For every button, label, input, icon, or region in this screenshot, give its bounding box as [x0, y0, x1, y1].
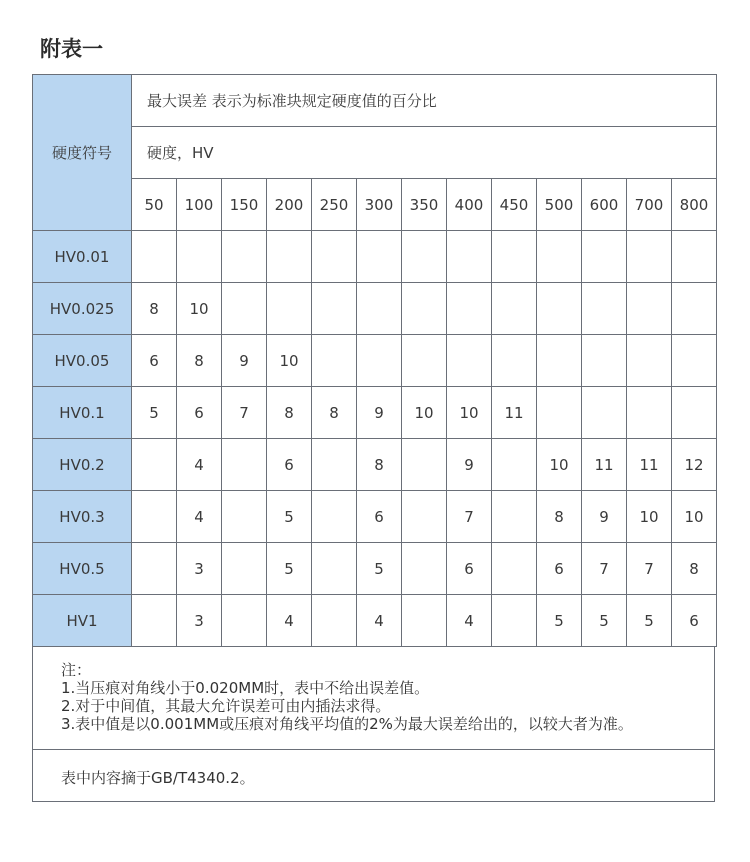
error-value-cell	[492, 439, 537, 491]
hv-value-header: 350	[402, 179, 447, 231]
error-value-cell: 9	[582, 491, 627, 543]
max-error-caption: 最大误差 表示为标准块规定硬度值的百分比	[132, 75, 717, 127]
error-value-cell: 6	[672, 595, 717, 647]
error-value-cell	[672, 231, 717, 283]
error-value-cell	[627, 387, 672, 439]
error-value-cell	[582, 231, 627, 283]
error-value-cell: 10	[177, 283, 222, 335]
error-value-cell: 10	[267, 335, 312, 387]
error-value-cell	[492, 491, 537, 543]
note-item: 2.对于中间值，其最大允许误差可由内插法求得。	[61, 697, 391, 715]
hardness-symbol: HV0.5	[33, 543, 132, 595]
error-value-cell	[132, 491, 177, 543]
error-value-cell: 4	[177, 439, 222, 491]
error-value-cell: 11	[492, 387, 537, 439]
error-value-cell: 6	[267, 439, 312, 491]
error-value-cell: 10	[627, 491, 672, 543]
error-value-cell: 8	[672, 543, 717, 595]
hardness-symbol: HV0.3	[33, 491, 132, 543]
error-value-cell: 5	[267, 491, 312, 543]
error-value-cell: 8	[357, 439, 402, 491]
error-value-cell	[222, 595, 267, 647]
error-value-cell	[312, 335, 357, 387]
error-value-cell	[312, 491, 357, 543]
hv-value-header: 150	[222, 179, 267, 231]
error-value-cell	[672, 283, 717, 335]
page-title: 附表一	[40, 37, 103, 61]
error-value-cell	[492, 595, 537, 647]
hv-value-header: 400	[447, 179, 492, 231]
table-row	[33, 335, 717, 387]
source-note: 表中内容摘于GB/T4340.2。	[32, 749, 715, 802]
table-row	[33, 543, 717, 595]
error-value-cell: 8	[132, 283, 177, 335]
error-value-cell	[537, 231, 582, 283]
error-value-cell: 6	[132, 335, 177, 387]
error-value-cell	[312, 595, 357, 647]
error-value-cell	[582, 335, 627, 387]
error-value-cell	[402, 439, 447, 491]
error-value-cell: 10	[402, 387, 447, 439]
error-value-cell	[222, 491, 267, 543]
error-value-cell: 3	[177, 595, 222, 647]
error-value-cell	[177, 231, 222, 283]
error-value-cell: 5	[537, 595, 582, 647]
error-value-cell: 7	[447, 491, 492, 543]
error-value-cell	[627, 231, 672, 283]
error-value-cell: 5	[132, 387, 177, 439]
hardness-symbol: HV0.025	[33, 283, 132, 335]
error-value-cell	[537, 387, 582, 439]
error-value-cell	[357, 335, 402, 387]
error-value-cell	[447, 335, 492, 387]
error-value-cell	[402, 595, 447, 647]
error-value-cell: 7	[627, 543, 672, 595]
error-value-cell	[357, 283, 402, 335]
error-value-cell: 11	[627, 439, 672, 491]
header-row-caption	[33, 75, 717, 127]
error-value-cell	[627, 335, 672, 387]
error-value-cell: 9	[222, 335, 267, 387]
error-value-cell	[402, 231, 447, 283]
hv-value-header: 800	[672, 179, 717, 231]
error-value-cell	[537, 283, 582, 335]
error-value-cell	[357, 231, 402, 283]
error-value-cell: 9	[447, 439, 492, 491]
error-value-cell	[402, 491, 447, 543]
hv-value-header: 200	[267, 179, 312, 231]
error-value-cell	[492, 283, 537, 335]
error-value-cell: 4	[267, 595, 312, 647]
error-value-cell	[312, 231, 357, 283]
error-value-cell: 6	[537, 543, 582, 595]
error-value-cell	[267, 231, 312, 283]
hv-value-header: 700	[627, 179, 672, 231]
error-value-cell	[132, 543, 177, 595]
error-value-cell: 11	[582, 439, 627, 491]
hardness-symbol: HV0.05	[33, 335, 132, 387]
error-value-cell	[537, 335, 582, 387]
table-row	[33, 231, 717, 283]
hardness-symbol: HV1	[33, 595, 132, 647]
error-value-cell	[222, 439, 267, 491]
error-value-cell: 5	[627, 595, 672, 647]
error-value-cell	[132, 231, 177, 283]
error-value-cell: 4	[177, 491, 222, 543]
hardness-symbol: HV0.2	[33, 439, 132, 491]
error-value-cell	[312, 283, 357, 335]
table-row	[33, 595, 717, 647]
error-value-cell	[222, 283, 267, 335]
hv-value-header: 250	[312, 179, 357, 231]
error-value-cell	[312, 543, 357, 595]
error-value-cell: 7	[222, 387, 267, 439]
error-value-cell: 7	[582, 543, 627, 595]
error-value-cell	[222, 543, 267, 595]
error-value-cell: 8	[267, 387, 312, 439]
note-item: 1.当压痕对角线小于0.020MM时，表中不给出误差值。	[61, 679, 430, 697]
error-value-cell	[582, 387, 627, 439]
error-value-cell	[402, 335, 447, 387]
note-item: 3.表中值是以0.001MM或压痕对角线平均值的2%为最大误差给出的，以较大者为准。	[61, 715, 633, 733]
error-value-cell: 6	[357, 491, 402, 543]
error-value-cell: 6	[177, 387, 222, 439]
hardness-caption: 硬度，HV	[132, 127, 717, 179]
error-value-cell: 8	[312, 387, 357, 439]
error-value-cell	[267, 283, 312, 335]
hardness-error-table	[32, 74, 717, 647]
error-value-cell	[672, 387, 717, 439]
error-value-cell	[402, 543, 447, 595]
error-value-cell	[492, 231, 537, 283]
error-value-cell: 10	[537, 439, 582, 491]
header-row-hardness	[33, 127, 717, 179]
error-value-cell	[492, 543, 537, 595]
table-row	[33, 491, 717, 543]
error-value-cell: 10	[447, 387, 492, 439]
error-value-cell: 6	[447, 543, 492, 595]
error-value-cell: 5	[582, 595, 627, 647]
error-value-cell	[312, 439, 357, 491]
error-value-cell: 4	[447, 595, 492, 647]
hv-value-header: 300	[357, 179, 402, 231]
error-value-cell	[672, 335, 717, 387]
header-row-hv-values	[33, 179, 717, 231]
hv-value-header: 50	[132, 179, 177, 231]
error-value-cell: 3	[177, 543, 222, 595]
hv-value-header: 450	[492, 179, 537, 231]
notes-heading: 注：	[61, 661, 92, 679]
error-value-cell: 8	[177, 335, 222, 387]
error-value-cell: 10	[672, 491, 717, 543]
error-value-cell	[447, 283, 492, 335]
error-value-cell	[402, 283, 447, 335]
hardness-symbol: HV0.01	[33, 231, 132, 283]
hv-value-header: 100	[177, 179, 222, 231]
notes-box	[32, 646, 715, 750]
table-row	[33, 387, 717, 439]
error-value-cell	[627, 283, 672, 335]
hardness-symbol-header: 硬度符号	[33, 75, 132, 231]
error-value-cell: 5	[357, 543, 402, 595]
error-value-cell	[447, 231, 492, 283]
error-value-cell: 9	[357, 387, 402, 439]
error-value-cell	[132, 439, 177, 491]
table-row	[33, 283, 717, 335]
hardness-symbol: HV0.1	[33, 387, 132, 439]
error-value-cell	[222, 231, 267, 283]
error-value-cell	[132, 595, 177, 647]
error-value-cell	[492, 335, 537, 387]
hv-value-header: 600	[582, 179, 627, 231]
error-value-cell	[582, 283, 627, 335]
error-value-cell: 5	[267, 543, 312, 595]
error-value-cell: 4	[357, 595, 402, 647]
error-value-cell: 12	[672, 439, 717, 491]
hv-value-header: 500	[537, 179, 582, 231]
error-value-cell: 8	[537, 491, 582, 543]
table-row	[33, 439, 717, 491]
